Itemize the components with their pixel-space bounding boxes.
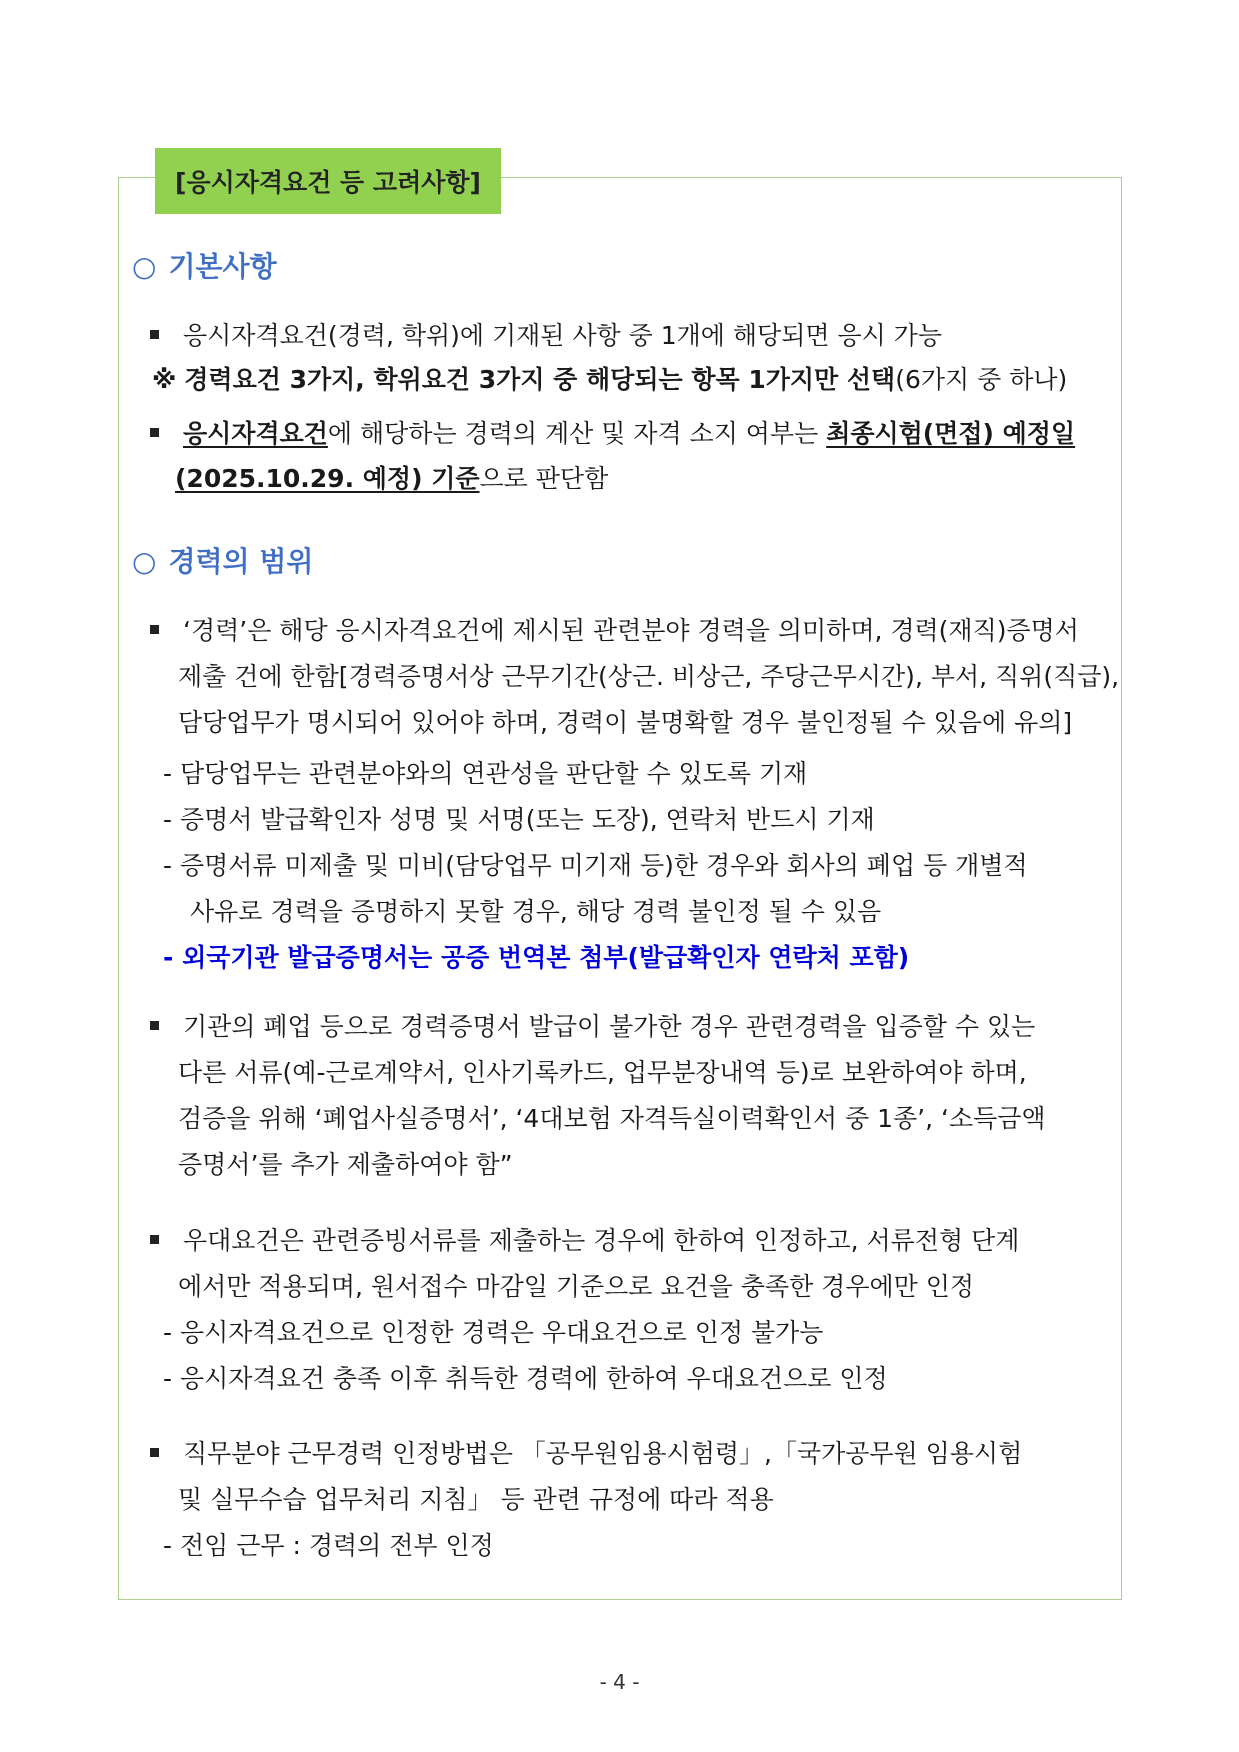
square-bullet-icon (150, 428, 159, 437)
heading-basic-text: 기본사항 (168, 250, 277, 283)
heading-career-scope (132, 545, 313, 579)
bullet-career-4-line2: 및 실무수습 업무처리 지침」 등 관련 규정에 따라 적용 (178, 1485, 774, 1514)
bullet-career-2-line1 (150, 1010, 1035, 1044)
bullet-career-2-line3: 검증을 위해 ‘폐업사실증명서’, ‘4대보험 자격득실이력확인서 중 1종’, ‘소득금액 (178, 1104, 1046, 1133)
square-bullet-icon (150, 330, 159, 339)
square-bullet-icon (150, 1235, 159, 1244)
dash-item: - 전임 근무 : 경력의 전부 인정 (163, 1531, 494, 1560)
bullet-career-4-line1 (150, 1437, 1022, 1471)
note-line (152, 363, 1067, 397)
dash-item: - 담당업무는 관련분야와의 연관성을 판단할 수 있도록 기재 (163, 759, 808, 788)
note-rest-text: (6가지 중 하나) (895, 365, 1068, 394)
dash-item: - 응시자격요건 충족 이후 취득한 경력에 한하여 우대요건으로 인정 (163, 1364, 888, 1393)
dash-item: - 응시자격요건으로 인정한 경력은 우대요건으로 인정 불가능 (163, 1318, 824, 1347)
bullet-basic-1-text: 응시자격요건(경력, 학위)에 기재된 사항 중 1개에 해당되면 응시 가능 (183, 321, 942, 350)
bullet-basic-2-line1 (150, 417, 1075, 451)
bullet-basic-2-line2 (175, 462, 608, 496)
heading-career-scope-text: 경력의 범위 (168, 545, 314, 578)
dash-item-highlight: - 외국기관 발급증명서는 공증 번역본 첨부(발급확인자 연락처 포함) (163, 943, 910, 972)
dash-item: - 증명서 발급확인자 성명 및 서명(또는 도장), 연락처 반드시 기재 (163, 805, 875, 834)
bullet-career-2-text: 기관의 폐업 등으로 경력증명서 발급이 불가한 경우 관련경력을 입증할 수 있는 (183, 1012, 1036, 1041)
bullet-career-2-line4: 증명서’를 추가 제출하여야 함” (178, 1150, 513, 1179)
circle-marker-icon: ○ (132, 250, 157, 283)
section-title: [응시자격요건 등 고려사항] (155, 148, 501, 214)
bullet-career-4-text: 직무분야 근무경력 인정방법은 「공무원임용시험령」,「국가공무원 임용시험 (183, 1439, 1023, 1468)
bullet-basic-2-tail: 으로 판단함 (479, 464, 609, 493)
bullet-career-2-line2: 다른 서류(예-근로계약서, 인사기록카드, 업무분장내역 등)로 보완하여야 하며, (178, 1058, 1027, 1087)
bullet-basic-2-term: 응시자격요건 (183, 419, 328, 448)
dash-item: - 증명서류 미제출 및 미비(담당업무 미기재 등)한 경우와 회사의 폐업 등 개별적 (163, 851, 1028, 880)
bullet-career-3-line2: 에서만 적용되며, 원서접수 마감일 기준으로 요건을 충족한 경우에만 인정 (178, 1272, 975, 1301)
dash-item-continued: 사유로 경력을 증명하지 못할 경우, 해당 경력 불인정 될 수 있음 (190, 897, 882, 926)
bullet-career-3-text: 우대요건은 관련증빙서류를 제출하는 경우에 한하여 인정하고, 서류전형 단계 (183, 1226, 1020, 1255)
bullet-basic-2-date-label: 최종시험(면접) 예정일 (826, 419, 1076, 448)
square-bullet-icon (150, 625, 159, 634)
bullet-career-1-text: ‘경력’은 해당 응시자격요건에 제시된 관련분야 경력을 의미하며, 경력(재직)증명서 (183, 616, 1079, 645)
reference-mark-icon: ※ (152, 365, 177, 394)
bullet-basic-2-text: 에 해당하는 경력의 계산 및 자격 소지 여부는 (327, 419, 827, 448)
bullet-career-1-line2: 제출 건에 한함[경력증명서상 근무기간(상근. 비상근, 주당근무시간), 부서, 직위(직급), (178, 662, 1120, 691)
bullet-basic-1 (150, 319, 942, 353)
page-number: - 4 - (599, 1670, 640, 1694)
bullet-career-1-line1 (150, 614, 1079, 648)
bullet-career-1-line3: 담당업무가 명시되어 있어야 하며, 경력이 불명확할 경우 불인정될 수 있음에 유의] (178, 708, 1073, 737)
circle-marker-icon: ○ (132, 545, 157, 578)
bullet-career-3-line1 (150, 1224, 1019, 1258)
note-bold-text: 경력요건 3가지, 학위요건 3가지 중 해당되는 항목 1가지만 선택 (184, 365, 896, 394)
square-bullet-icon (150, 1448, 159, 1457)
bullet-basic-2-date: (2025.10.29. 예정) 기준 (175, 464, 480, 493)
heading-basic (132, 250, 277, 284)
square-bullet-icon (150, 1021, 159, 1030)
